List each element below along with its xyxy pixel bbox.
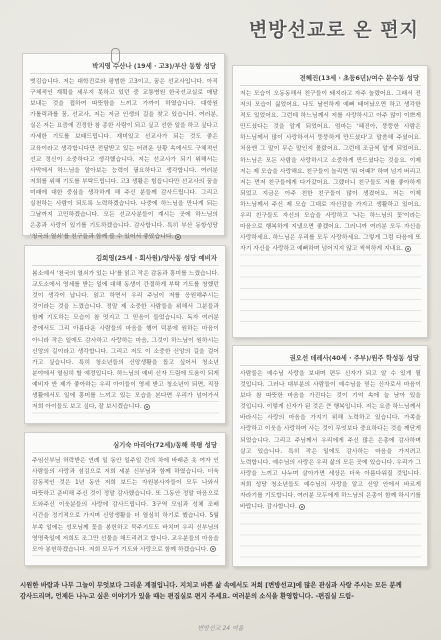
- letter-body: 사람들은 예수님 사랑을 보내며 편두 신자가 되고 알 수 있게 될 것입니다. 그러나 대부분의 사람들이 예수님을 믿는 신자로서 마음이 보다 참 따뜻한 마음을 가진다는 것이 기억 속에 늘 남아 있을 것입니다. 이렇게 신자가 된 것은 큰 행복입니다. 저는 요즘 하느님께서 바라시는 사랑의 마음을 가지기 위해 노력하고 있습니다. 가족을 사랑하고 이웃을 사랑하며 사는 것이 무엇보다 중요하다는 것을 깨닫게 되었습니다. 그리고 주님께서 우리에게 주신 많은 은총에 감사하며 살고 있습니다. 특히 작은 일에도 감사하는 마음을 가지려고 노력합니다. 예수님의 사랑은 우리 삶의 모든 곳에 있습니다. 우리가 그 사랑을 느끼고 나누며 살아가면 세상은 더욱 아름다워질 것입니다. 저희 성당 청소년들도 예수님의 사랑을 알고 신앙 안에서 바르게 자라기를 기도합니다. 여러분 모두에게 하느님의 은총이 함께 하시기를 바랍니다. 감사합니다.: [240, 369, 421, 558]
- letter-author: 심기숙 마리아(72세)/동해 북평 성당: [32, 436, 219, 453]
- letter-card-2: [24, 245, 226, 424]
- letter-author: 전혜진(13세 · 초등6년)/여수 문수동 성당: [240, 69, 421, 86]
- letter-author: 김희영(25세 · 회사원)/양사동 성당 예비자: [32, 249, 219, 266]
- end-mark-icon: [299, 504, 305, 510]
- letter-body: 벗김습니다. 저는 대학진로와 평범한 고3이고, 꿈은 선교사입니다. 아직 구체적인 계획을 세우지 못하고 있던 중 교통병원 한국선교실로 매달 보내는 것을 접하여 따뜻함을 느끼고 가까이 하였습니다. 대학원 가톨릭과를 꿈, 선교사, 저는 저금 인생의 길을 찾고 있습니다. 여러분, 실은 저는 요즘에 진정한 참 종한 사람이 되고 싶고 선한 일을 하고 싶다고 자세한 기도를 보태드립니다. 재미있고 선교사가 되는 것도 좋은 교육이라고 생각합니다만 전달받고 있는 어려운 상황 속에서도 구체적인 선교 정신이 소중하다고 생각했습니다. 저는 선교사가 되기 위해서는 사막에서 하느님을 알아보는 능력이 필요하다고 생각합니다. 여러분 저희를 위해 기도를 부탁드립니다. 고3 생활은 힘듭니다만 선교사의 꿈을 미래에 대한 중심을 생각하게 해 주신 분들께 감사드립니다. 그리고 실천하는 사람이 되도록 노력하겠습니다. 나중에 하느님을 만나게 되는 그날까지 고민하겠습니다. 모든 선교사분들이 계시는 곳에 하느님의 은총과 사랑이 있기를 기도하겠습니다. 감사합니다. 특히 부산 동항성당 '청국의 열쇠'를 친구들과 함께 볼 수 있어서 좋았습니다.: [30, 79, 218, 241]
- letter-body: 봄소예서 '천국의 열쇠가 있는 나'를 읽고 작은 감동과 흥미를 느꼈습니다. 교도소에서 영세를 받는 일에 대해 동생이 간절하게 부탁 기도를 청했던 것이 생각이 납니다. 읽고 하면서 우리 주님이 저를 응원해주시는 것이라는 것을 느꼈습니다. 정말 제 소중한 사람들을 위해서 그분들과 함께 기도하는 모습이 참 멋지고 그 믿음이 들었습니다. 독자 여러분 중에서도 그리 아름다운 사람들의 마음을 행여 덕분에 원하는 마음이 아니라 작은 일에도 감사하고 사랑하는 마음, 그것이 하느님이 원하시는 신앙의 길이라고 생각합니다. 그리고 저도 이 소중한 신앙의 길을 걸어 가고 싶습니다. 특히 청소년들의 신앙생활을 돕고 싶어서 청소년 분야에서 열심히 할 예정입니다. 하느님의 예비 신자 드림에 도움이 되게 예비자 반 제가 좋아하는 우리 아이들이 영세 받고 청소년이 되면, 직장 생활에서도 일에 흥미를 느끼고 있는 모습을 본다면 우리가 넘어가서 저희 아이들도 보고 싶다, 잘 보시겠습니다.: [32, 269, 219, 415]
- letter-body: 저는 모습이 오동동해서 친구들이 돼지라고 자주 놀렸어요. 그래서 전 저의 모습이 싫었어요. 나도 날씬하게 예뻐 태어났으면 하고 생각한 적도 있었어요. 그런데 하느님께서 저를 사랑하시고 아주 많이 이쁘게 만드셨다는 것을 알게 되었어요. 엄마는 '혜진아, 뚱뚱한 사람은 하느님께서 많이 사랑하셔서 뚱뚱하게 만드셨다'고 말씀해 주셨어요. 처음엔 그 말이 무슨 말인지 몰랐어요. 그런데 조금씩 알게 되었어요. 하느님은 모든 사람을 사랑하시고 소중하게 만드셨다는 것을요. 이제 저는 제 모습을 사랑해요. 친구들이 놀리면 '뭐 어때?' 하며 넘겨 버리고 저는 먼저 친구들에게 다가갔어요. 그랬더니 친구들도 저를 좋아하게 되었고 지금은 아주 친한 친구들이 많이 생겼어요. 저는 이제 하느님께서 주신 제 모습 그대로 자신감을 가지고 생활하고 있어요. 우리 친구들도 자신의 모습을 사랑하고 '나는 하느님의 꽃'이라는 마음으로 행복하게 지냈으면 좋겠어요. 그러니까 여러분 모두 자신을 사랑하세요. 하느님은 우리를 모두 사랑하세요. 그렇게 그럼 다음에 또 자기 자신을 사랑하고 예뻐하며 넘어지지 않고 씩씩하게 지내요.: [240, 89, 421, 330]
- letter-body: 주임신부님 허락받은 연례 일 동안 일주일 간의 차에 바래준 옷 여자 인 사람들의 사랑과 섬김으로 저희 세분 신부님과 함께 하였습니다. 더욱 감동적인 것은 1년 동안 저희 보드는 자원봉사자들이 모두 나와서 따뜻하고 준비해 주신 것이 정말 감사했습니다. 또 그동안 정말 마음으로 도와주신 이웃분들의 사랑에 감사드립니다. 3구역 모임과 성체 조배 시간을 정기적으로 가지며 신앙생활을 더 열심히 하기로 했습니다. 5월 부족 일에는 성모님께 꽃을 봉헌하고 묵주기도도 바치며 우리 신부님의 영명축일에 저희도 조그만 선물을 해드리려고 합니다. 교우분들의 마음을 모아 봉헌하겠습니다. 저희 모두가 기도와 사랑으로 함께 하겠습니다.: [32, 456, 219, 557]
- letter-card-4: [232, 65, 428, 338]
- letter-author: 박지영 수산나 (19세 · 고3)/부산 동항 성당: [30, 57, 218, 74]
- paperclip-icon: [111, 48, 120, 64]
- letter-card-1: [22, 53, 225, 241]
- page-title: 변방선교로 온 편지: [248, 19, 419, 41]
- end-mark-icon: [210, 546, 216, 552]
- page-number: 변방선교 24 여름: [197, 625, 244, 632]
- letter-card-5: [232, 345, 428, 567]
- end-mark-icon: [405, 246, 411, 252]
- letter-card-3: [24, 432, 226, 566]
- letter-author: 권오선 데레사(40세 · 주부)/원주 학성동 성당: [240, 349, 421, 366]
- end-mark-icon: [175, 234, 181, 240]
- end-mark-icon: [144, 404, 150, 410]
- editor-note: 시원한 바람과 나무 그늘이 무엇보다 그리운 계절입니다. 지치고 바쁜 삶 속에서도 저희 [변방선교]에 많은 관심과 사랑 주시는 모든 분께 감사드리며, 언제든 나누고 싶은 이야기가 있을 때는 편집실로 편지 주세요. 여러분의 소식을 환영합니다. -편집실 드림-: [20, 581, 402, 600]
